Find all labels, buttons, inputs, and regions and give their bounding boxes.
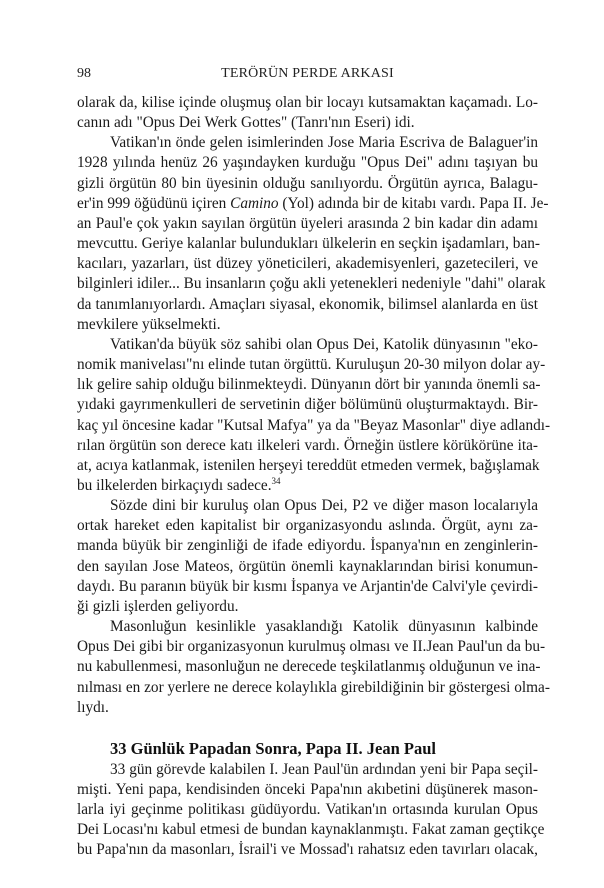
- text-line: Masonluğun kesinlikle yasaklandığı Katolik dünyasının kalbinde: [110, 618, 538, 636]
- text-run: er'in 999 öğüdünü içiren: [77, 194, 231, 212]
- text-line: rılan örgütün son derece katı ilkeleri vardı. Örneğin üstlere körükörüne ita-: [77, 436, 538, 454]
- text-run: (Yol) adında bir de kitabı vardı. Papa II. Je-: [278, 194, 549, 212]
- text-line: bu Papa'nın da masonları, İsrail'i ve Mossad'ı rahatsız eden tavırları olacak,: [77, 841, 538, 859]
- text-line: ortak hareket eden kapitalist bir organizasyondu aslında. Örgüt, aynı za-: [77, 517, 538, 535]
- book-title-italic: Camino: [230, 194, 279, 212]
- text-line: 1928 yılında henüz 26 yaşındayken kurduğu "Opus Dei" adını taşıyan bu: [77, 154, 538, 172]
- book-page: [77, 62, 551, 861]
- text-line: lık gelire sahip olduğu bilinmekteydi. Dünyanın dört bir yanında önemli sa-: [77, 376, 541, 394]
- paragraph: [77, 617, 550, 718]
- text-line: nılması en zor yerlere ne derece kolaylıkla girebildiğinin bir göstergesi olma-: [77, 678, 550, 696]
- text-line: bilginleri idiler... Bu insanların çoğu akli yetenekleri nedeniyle "dahi" olarak: [77, 275, 546, 293]
- text-line-with-italic: [77, 194, 549, 214]
- text-line: daydı. Bu paranın büyük bir kısmı İspanya ve Arjantin'de Calvi'yle çevirdi-: [77, 577, 538, 595]
- text-line: at, acıya katlanmak, istenilen herşeyi tereddüt etmeden vermek, bağışlamak: [77, 456, 540, 474]
- text-line-with-footnote: [77, 476, 538, 496]
- text-line: mevcuttu. Geriye kalanlar bulundukları ülkelerin en seçkin işadamları, ban-: [77, 235, 540, 253]
- text-line: Opus Dei gibi bir organizasyonun kurulmuş olması ve II.Jean Paul'un da bu-: [77, 638, 546, 656]
- text-line: kacıları, yazarları, üst düzey yöneticileri, akademisyenleri, gazetecileri, ve: [77, 255, 538, 273]
- text-line: gizli örgütün 80 bin üyesinin olduğu sanılıyordu. Örgütün ayrıca, Balagu-: [77, 174, 538, 192]
- text-line: ği gizli işlerden geliyordu.: [77, 597, 239, 615]
- text-line: Sözde dini bir kuruluş olan Opus Dei, P2 ve diğer mason localarıyla: [110, 497, 538, 515]
- section-heading: 33 Günlük Papadan Sonra, Papa II. Jean Paul: [110, 738, 436, 758]
- text-line: olarak da, kilise içinde oluşmuş olan bir locayı kutsamaktan kaçamadı. Lo-: [77, 94, 538, 111]
- text-line: mevkilere yükselmekti.: [77, 315, 221, 333]
- text-line: nomik manivelası"nı elinde tutan örgüttü. Kuruluşun 20-30 milyon dolar ay-: [77, 356, 546, 374]
- text-line: lıydı.: [77, 698, 109, 716]
- text-line: mişti. Yeni papa, kendisinden önceki Papa'nın akıbetini düşünerek mason-: [77, 781, 538, 798]
- paragraph: [77, 760, 545, 861]
- page-number: 98: [77, 66, 91, 81]
- text-run: bu ilkelerden birkaçıydı sadece.: [77, 476, 272, 494]
- text-line: kaç yıl öncesine kadar "Kutsal Mafya" ya da "Beyaz Masonlar" diye adlandı-: [77, 416, 551, 434]
- book-title: TERÖRÜN PERDE ARKASI: [221, 66, 394, 81]
- paragraph: [77, 335, 551, 496]
- text-line: 33 gün görevde kalabilen I. Jean Paul'ün ardından yeni bir Papa seçil-: [110, 760, 538, 778]
- text-line: Dei Locası'nı kabul etmesi de bundan kaynaklanmıştı. Fakat zaman geçtikçe: [77, 821, 545, 839]
- running-head: [77, 62, 538, 86]
- paragraph: [77, 496, 538, 617]
- footnote-reference[interactable]: 34: [271, 475, 281, 486]
- paragraph: [77, 133, 549, 335]
- text-line: da tanımlanıyorlardı. Amaçları siyasal, ekonomik, bilimsel alanlarda en üst: [77, 295, 538, 313]
- text-line: den sayılan Jose Mateos, örgütün önemli kaynaklarından birisi konumun-: [77, 557, 538, 575]
- text-line: Vatikan'ın önde gelen isimlerinden Jose Maria Escriva de Balaguer'in: [110, 134, 538, 152]
- text-line: manda büyük bir zenginliği de ifade ediyordu. İspanya'nın en zenginlerin-: [77, 537, 538, 555]
- text-line: larla iyi geçinme politikası güdüyordu. Vatikan'ın ortasında kurulan Opus: [77, 801, 538, 819]
- body-text: [77, 93, 551, 861]
- text-line: nu kabullenmesi, masonluğun ne derecede teşkilatlanmış olduğunun ve ina-: [77, 658, 541, 676]
- text-line: Vatikan'da büyük söz sahibi olan Opus Dei, Katolik dünyasının "eko-: [110, 335, 538, 353]
- text-line: an Paul'e çok yakın sayılan örgütün üyeleri arasında 2 bin kadar din adamı: [77, 214, 538, 232]
- paragraph: [77, 93, 538, 133]
- text-line: canın adı "Opus Dei Werk Gottes" (Tanrı'nın Eseri) idi.: [77, 114, 415, 132]
- text-line: yıdaki gayrımenkulleri de servetinin diğer bölümünü oluşturmaktaydı. Bir-: [77, 396, 538, 414]
